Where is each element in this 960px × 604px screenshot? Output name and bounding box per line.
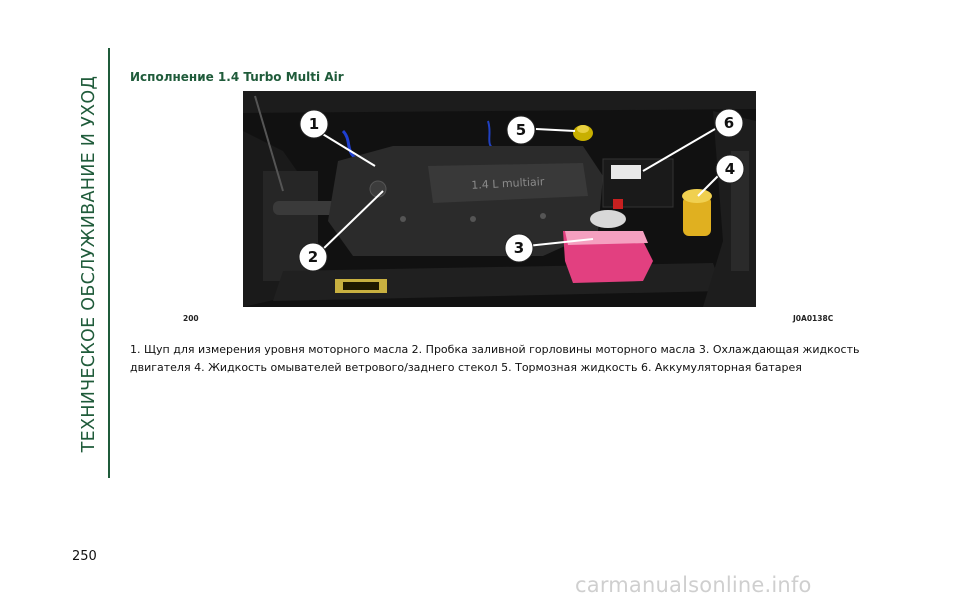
svg-text:5: 5 bbox=[515, 121, 527, 139]
engine-cover-text: 1.4 L multiair bbox=[471, 175, 545, 192]
watermark: carmanualsonline.info bbox=[575, 573, 812, 597]
svg-text:3: 3 bbox=[513, 239, 525, 257]
svg-text:4: 4 bbox=[724, 160, 736, 178]
callout-3 bbox=[505, 234, 533, 262]
section-heading: Исполнение 1.4 Turbo Multi Air bbox=[130, 70, 344, 84]
figure-caption: 1. Щуп для измерения уровня моторного масла 2. Пробка заливной горловины моторного масла 3. Охлаждающая жидкость двигателя 4. Жидкость омывателей ветрового/заднего стекол 5. Тормозная жидкость 6. Аккумуляторная батарея bbox=[130, 343, 860, 374]
figure-label-left: 200 bbox=[183, 314, 199, 323]
engine-bay-illustration bbox=[243, 91, 756, 307]
callout-4 bbox=[716, 155, 744, 183]
callout-1 bbox=[300, 110, 328, 138]
callout-2 bbox=[299, 243, 327, 271]
side-rule bbox=[108, 48, 110, 478]
svg-text:2: 2 bbox=[307, 248, 319, 266]
svg-text:6: 6 bbox=[723, 114, 735, 132]
engine-bay-figure bbox=[243, 91, 756, 307]
callout-6 bbox=[715, 109, 743, 137]
figure-label-right: J0A0138C bbox=[793, 314, 834, 323]
side-section-title-text: ТЕХНИЧЕСКОЕ ОБСЛУЖИВАНИЕ И УХОД bbox=[79, 75, 99, 453]
side-section-title bbox=[72, 48, 106, 480]
svg-text:1: 1 bbox=[308, 115, 320, 133]
callout-5 bbox=[507, 116, 535, 144]
page-number: 250 bbox=[72, 549, 97, 564]
